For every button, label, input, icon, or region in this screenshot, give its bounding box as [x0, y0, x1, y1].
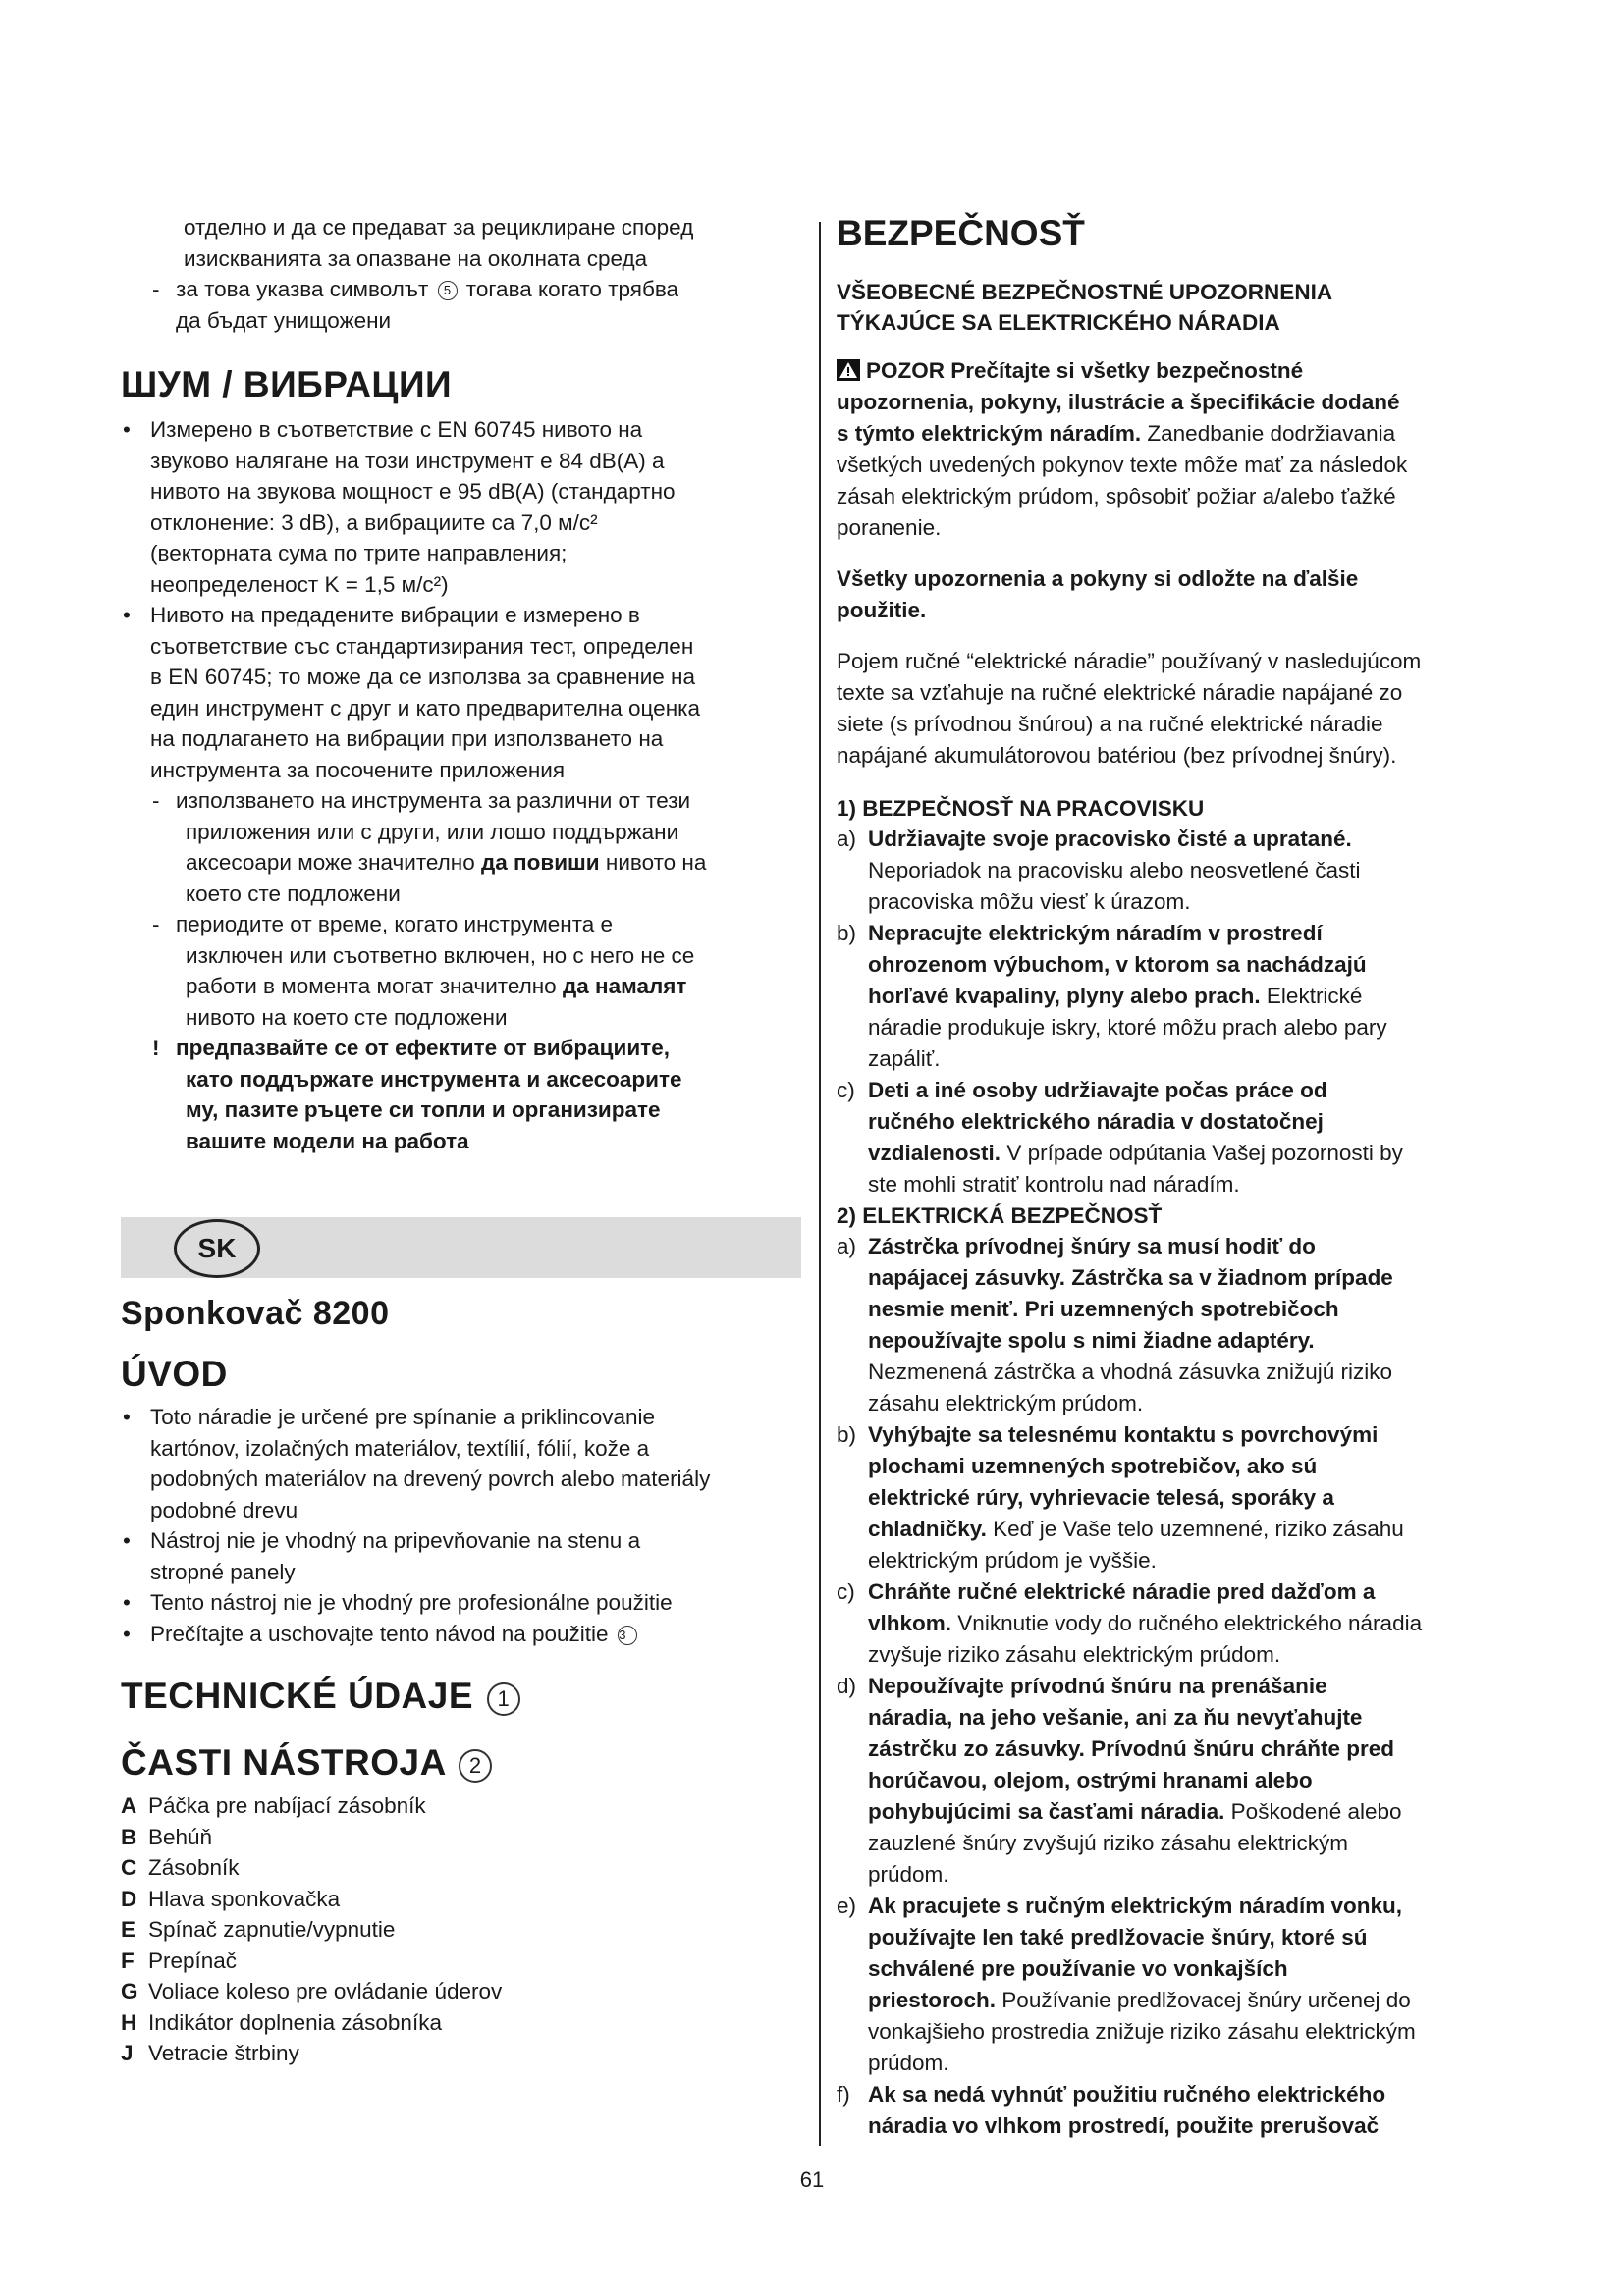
list-item: G Voliace koleso pre ovládanie úderov: [121, 1979, 503, 2003]
intro-bullet-4: • Prečítajte a uschovajte tento návod na použitie 3: [121, 1619, 801, 1650]
noise-dash-2: - периодите от време, когато инструмента е изключен или съответно включен, но с него не се работи в момента могат значително да намалят нивото на което сте подложени: [121, 909, 801, 1033]
list-item: J Vetracie štrbiny: [121, 2041, 299, 2065]
noise-bullet-1: • Измерено в съответствие с EN 60745 нивото на звуково налягане на този инструмент е 84 dB(A) а нивото на звукова мощност е 95 dB(A) (стандартно отклонение: 3 dB), а вибрациите са 7,0 м/с² (векторната сума по трите направления; неопределеност K = 1,5 м/с²): [121, 414, 801, 600]
parts-list: [121, 1790, 801, 2069]
rule-2f: f) Ak sa nedá vyhnúť použitiu ručného elektrického náradia vo vlhkom prostredí, použite prerušovač: [837, 2082, 1386, 2138]
rule-2a: a) Zástrčka prívodnej šnúry sa musí hodiť do napájacej zásuvky. Zástrčka sa v žiadnom prípade nesmie meniť. Pri uzemnených spotrebičoch nepoužívajte spolu s nimi žiadne adaptéry. Nezmenená zástrčka a vhodná zásuvka znižujú riziko zásahu elektrickým prúdom.: [837, 1234, 1393, 1415]
product-title: Sponkovač 8200: [121, 1295, 390, 1332]
warning-triangle-icon: [837, 359, 860, 381]
rule-1b: b) Nepracujte elektrickým náradím v prostredí ohrozenom výbuchom, v ktorom sa nachádzajú horľavé kvapaliny, plyny alebo prach. Elektrické náradie produkuje iskry, ktoré môžu prach alebo pary zapáliť.: [837, 921, 1387, 1071]
tool-parts-heading: ČASTI NÁSTROJA 2: [121, 1741, 801, 1785]
rule-2d: d) Nepoužívajte prívodnú šnúru na prenášanie náradia, na jeho vešanie, ani za ňu nevyťahujte zástrčku zo zásuvky. Prívodnú šnúru chráňte pred horúčavou, olejom, ostrými hranami alebo pohybujúcimi sa časťami náradia. Poškodené alebo zauzlené šnúry zvyšujú riziko zásahu elektrickým prúdom.: [837, 1674, 1402, 1887]
noise-vibration-heading: ШУМ / ВИБРАЦИИ: [121, 364, 453, 404]
rule-1c: c) Deti a iné osoby udržiavajte počas práce od ručného elektrického náradia v dostatočnej vzdialenosti. V prípade odpútania Vašej pozornosti by ste mohli stratiť kontrolu nad náradím.: [837, 1078, 1403, 1197]
general-warnings-heading: VŠEOBECNÉ BEZPEČNOSTNÉ UPOZORNENIA TÝKAJÚCE SA ELEKTRICKÉHO NÁRADIA: [837, 280, 1333, 335]
left-column: [121, 212, 801, 2069]
symbol-dash-item: - за това указва символът 5 тогава когато трябва да бъдат унищожени: [121, 274, 801, 336]
rule-2b: b) Vyhýbajte sa telesnému kontaktu s povrchovými plochami uzemnených spotrebičov, ako sú elektrické rúry, vyhrievacie telesá, sporáky a chladničky. Keď je Vaše telo uzemnené, riziko zásahu elektrickým prúdom je vyššie.: [837, 1422, 1404, 1573]
column-divider: [819, 222, 821, 2146]
rule-2e: e) Ak pracujete s ručným elektrickým náradím vonku, používajte len také predlžovacie šnúry, ktoré sú schválené pre používanie vo vonkajších priestoroch. Používanie predlžovacej šnúry určenej do vonkajšieho prostredia znižuje riziko zásahu elektrickým prúdom.: [837, 1894, 1416, 2075]
page-number: 61: [799, 2167, 825, 2192]
right-column: [837, 212, 1504, 2142]
intro-bullet-3: • Tento nástroj nie je vhodný pre profesionálne použitie: [121, 1587, 801, 1619]
list-item: F Prepínač: [121, 1948, 238, 1973]
list-item: H Indikátor doplnenia zásobníka: [121, 2009, 442, 2035]
callout-number: 1: [487, 1682, 520, 1716]
language-badge: SK: [174, 1219, 260, 1278]
noise-dash-1: - използването на инструмента за различни от тези приложения или с други, или лошо поддържани аксесоари може значително да повиши нивото на което сте подложени: [121, 785, 801, 909]
list-item: A Páčka pre nabíjací zásobník: [121, 1793, 426, 1818]
recycling-text-line: изискванията за опазване на околната среда: [184, 245, 648, 271]
section-work-area: 1) BEZPEČNOSŤ NA PRACOVISKU: [837, 796, 1205, 821]
safety-heading: BEZPEČNOSŤ: [837, 213, 1085, 253]
pozor-paragraph: POZOR Prečítajte si všetky bezpečnostné upozornenia, pokyny, ilustrácie a špecifikácie dodané s týmto elektrickým náradím. Zanedbanie dodržiavania všetkých uvedených pokynov texte môže mať za následok zásah elektrickým prúdom, spôsobiť požiar a/alebo ťažké poranenie.: [837, 358, 1408, 540]
intro-bullet-2: • Nástroj nie je vhodný na pripevňovanie na stenu a stropné panely: [121, 1525, 801, 1587]
list-item: B Behúň: [121, 1824, 213, 1849]
rule-2c: c) Chráňte ručné elektrické náradie pred dažďom a vlhkom. Vniknutie vody do ručného elektrického náradia zvyšuje riziko zásahu elektrickým prúdom.: [837, 1579, 1423, 1667]
section-electrical-safety: 2) ELEKTRICKÁ BEZPEČNOSŤ: [837, 1203, 1163, 1228]
language-band: [121, 1217, 801, 1278]
tech-data-heading: TECHNICKÉ ÚDAJE 1: [121, 1675, 801, 1718]
intro-bullet-1: • Toto náradie je určené pre spínanie a priklincovanie kartónov, izolačných materiálov, textílií, fólií, kože a podobných materiálov na drevený povrch alebo materiály podobné drevu: [121, 1402, 801, 1525]
intro-heading: ÚVOD: [121, 1354, 228, 1394]
callout-number: 5: [438, 281, 458, 300]
vibration-warning: ! предпазвайте се от ефектите от вибрациите, като поддържате инструмента и аксесоарите му, пазите ръцете си топли и организирате вашите модели на работа: [121, 1033, 801, 1156]
keep-instructions: Všetky upozornenia a pokyny si odložte na ďalšie použitie.: [837, 566, 1359, 622]
list-item: D Hlava sponkovačka: [121, 1886, 341, 1911]
list-item: C Zásobník: [121, 1855, 240, 1880]
callout-number: 3: [618, 1626, 637, 1645]
definition-paragraph: Pojem ručné “elektrické náradie” používaný v nasledujúcom texte sa vzťahuje na ručné elektrické náradie napájané zo siete (s prívodnou šnúrou) a na ručné elektrické náradie napájané akumulátorovou batériou (bez prívodnej šnúry).: [837, 649, 1422, 768]
rule-1a: a) Udržiavajte svoje pracovisko čisté a upratané. Neporiadok na pracovisku alebo neosvetlené časti pracoviska môžu viesť k úrazom.: [837, 827, 1361, 914]
noise-bullet-2: • Нивото на предадените вибрации е измерено в съответствие със стандартизирания тест, определен в EN 60745; то може да се използва за сравнение на един инструмент с друг и като предварителна оценка на подлаганeто на вибрации при използването на инструмента за посочените приложения: [121, 600, 801, 785]
list-item: E Spínač zapnutie/vypnutie: [121, 1917, 396, 1942]
callout-number: 2: [459, 1749, 492, 1783]
recycling-text-line: отделно и да се предават за рециклиране според: [184, 215, 694, 240]
